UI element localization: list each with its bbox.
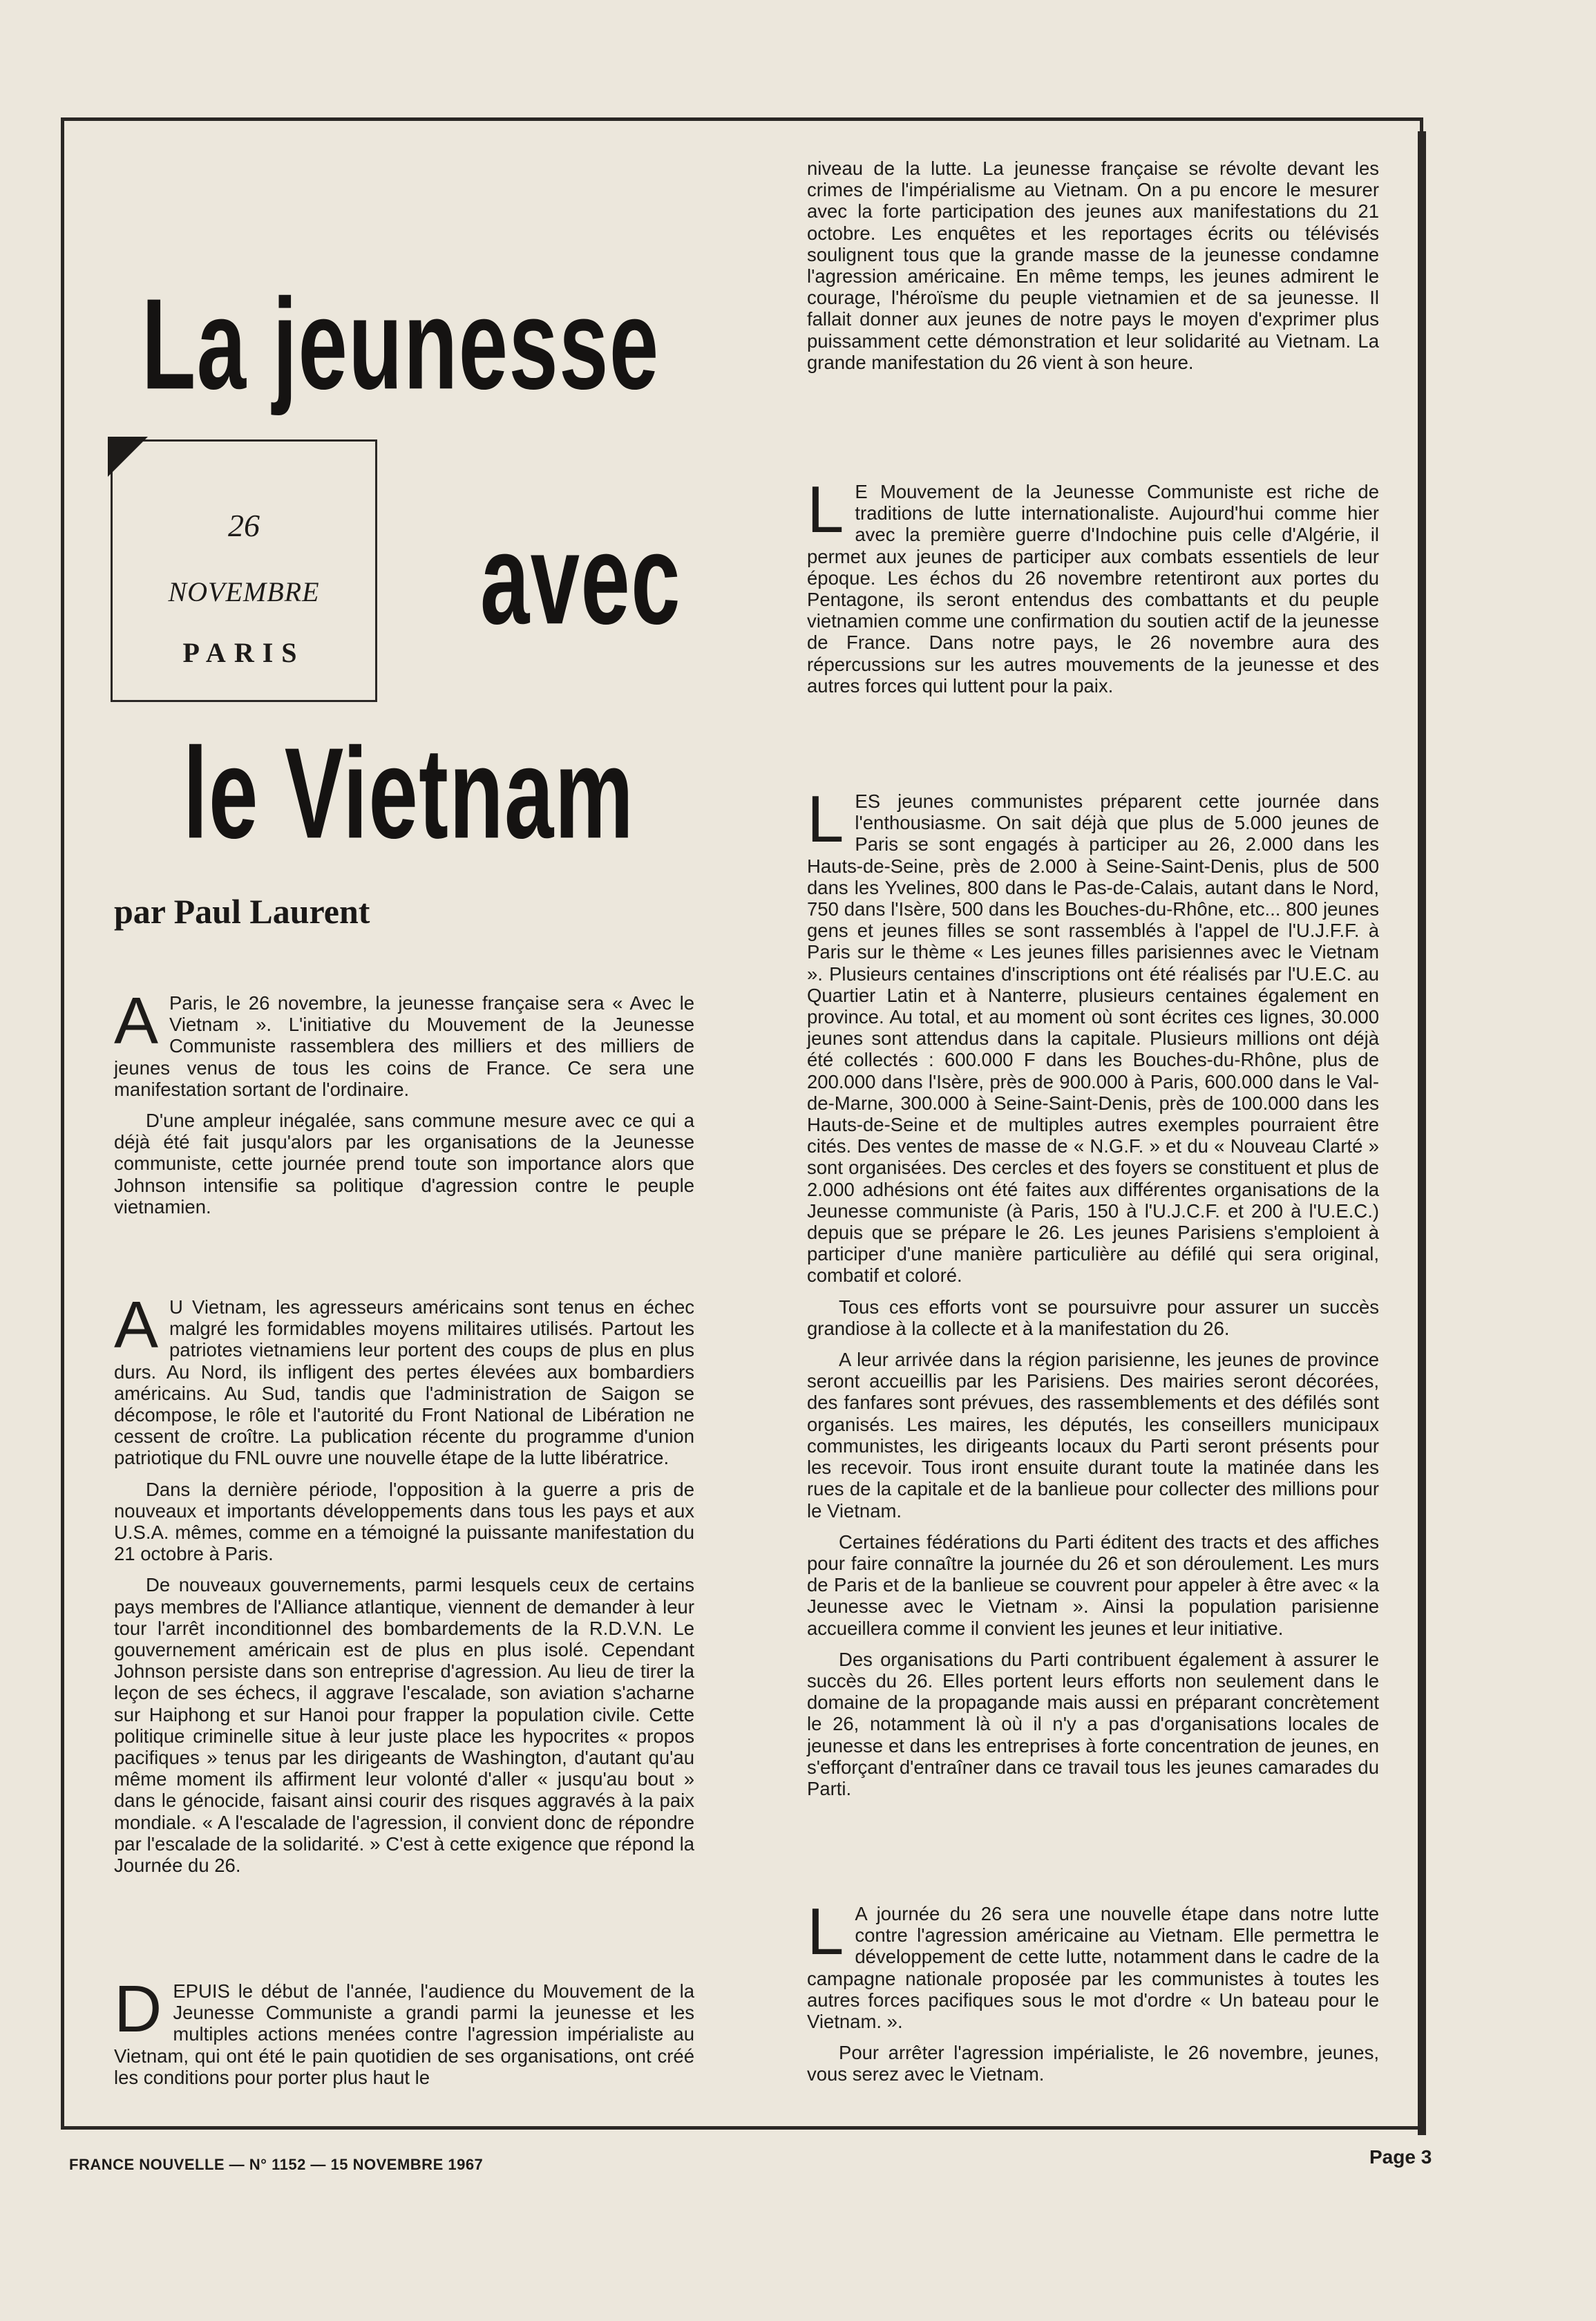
dropcap-a: A xyxy=(114,1288,159,1362)
right-section-preparation xyxy=(807,782,1379,1799)
dropcap-l: L xyxy=(807,473,844,547)
left-section-intro xyxy=(114,984,694,1218)
paragraph: Pour arrêter l'agression impérialiste, le 26 novembre, jeunes, vous serez avec le Vietnam. xyxy=(807,2042,1379,2085)
date-month: NOVEMBRE xyxy=(168,576,320,607)
headline-line-3: le Vietnam xyxy=(183,721,635,866)
paragraph: U Vietnam, les agresseurs américains sont tenus en échec malgré les formidables moyens militaires utilisés. Partout les patriotes vietnamiens leur portent des coups de plus en plus durs. Au Nord, ils infligent des pertes élevées aux bombardiers américains. Au Sud, tandis que l'administration de Saigon se décompose, le rôle et l'autorité du Front National de Libération ne cessent de croître. La publication récente du programme d'union patriotique du FNL ouvre une nouvelle étape de la lutte libératrice. xyxy=(114,1296,694,1469)
paragraph: D'une ampleur inégalée, sans commune mesure avec ce qui a déjà été fait jusqu'alors par les organisations de la Jeunesse communiste, cette journée prend toute son importance alors que Johnson intensifie sa politique d'agression contre le peuple vietnamien. xyxy=(114,1110,694,1218)
dropcap-a: A xyxy=(114,984,159,1058)
frame-shadow xyxy=(1418,131,1426,2135)
paragraph: E Mouvement de la Jeunesse Communiste est riche de traditions de lutte internationaliste. Aujourd'hui comme hier avec la première guerre d'Indochine puis celle d'Algérie, il permet aux jeunes de participer aux combats essentiels de leur époque. Les échos du 26 novembre retentiront aux portes du Pentagone, ils seront entendus des combattants et du peuple vietnamien comme une confirmation du soutien actif de la jeunesse de France. Dans notre pays, le 26 novembre aura des répercussions sur les autres mouvements de la jeunesse et des autres forces qui luttent pour la paix. xyxy=(807,481,1379,697)
paragraph: Paris, le 26 novembre, la jeunesse française sera « Avec le Vietnam ». L'initiative du Mouvement de la Jeunesse Communiste rassemblera des milliers et des milliers de jeunes venus de tous les coins de France. Ce sera une manifestation sortant de l'ordinaire. xyxy=(114,992,694,1100)
left-section-depuis xyxy=(114,1972,694,2088)
paragraph: A leur arrivée dans la région parisienne, les jeunes de province seront accueillis par les Parisiens. Des mairies seront décorées, des fanfares sont prévues, des rassemblements et des défilés sont organisés. Les maires, les députés, les conseillers municipaux communistes, les dirigeants locaux du Parti seront présents pour les recevoir. Tous iront ensuite durant toute la matinée dans les rues de la capitale et de la banlieue pour collecter des millions pour le Vietnam. xyxy=(807,1349,1379,1522)
paragraph: niveau de la lutte. La jeunesse française se révolte devant les crimes de l'impérialisme au Vietnam. On a pu encore le mesurer avec la forte participation des jeunes aux manifestations du 21 octobre. Les enquêtes et les reportages écrits ou télévisés soulignent tous que la grande masse de la jeunesse condamne l'agression américaine. En même temps, les jeunes admirent le courage, l'héroïsme du peuple vietnamien et de sa jeunesse. Il fallait donner aux jeunes de notre pays le moyen d'exprimer plus puissamment cette démonstration et leur solidarité au Vietnam. La grande manifestation du 26 vient à son heure. xyxy=(807,158,1379,373)
paragraph: Certaines fédérations du Parti éditent des tracts et des affiches pour faire connaître la journée du 26 et son déroulement. Les murs de Paris et de la banlieue se couvrent pour appeler à être avec « la Jeunesse avec le Vietnam ». Ainsi la population parisienne accueillera comme il convient les jeunes et leur initiative. xyxy=(807,1531,1379,1639)
date-box-corner xyxy=(108,437,148,477)
headline-line-1: La jeunesse xyxy=(142,272,660,417)
date-day: 26 xyxy=(228,508,260,543)
byline: par Paul Laurent xyxy=(114,892,370,931)
left-section-vietnam xyxy=(114,1288,694,1877)
paragraph: Des organisations du Parti contribuent également à assurer le succès du 26. Elles portent leurs efforts non seulement dans le domaine de la propagande mais aussi en préparant concrètement le 26, notamment là où il n'y a pas d'organisations locales de jeunesse et dans les entreprises à forte concentration de jeunes, en s'efforçant d'entraîner dans ce travail tous les jeunes camarades du Parti. xyxy=(807,1648,1379,1799)
headline-line-2: avec xyxy=(480,506,681,652)
paragraph: Dans la dernière période, l'opposition à la guerre a pris de nouveaux et importants développements dans tous les pays et aux U.S.A. mêmes, comme en a témoigné la puissante manifestation du 21 octobre à Paris. xyxy=(114,1478,694,1565)
right-section-conclusion xyxy=(807,1895,1379,2085)
dropcap-d: D xyxy=(114,1972,162,2046)
right-section-top xyxy=(807,158,1379,373)
date-box xyxy=(111,439,377,702)
date-city: PARIS xyxy=(182,637,305,668)
paragraph: ES jeunes communistes préparent cette journée dans l'enthousiasme. On sait déjà que plus de 5.000 jeunes de Paris se sont engagés à participer au 26, 2.000 dans les Hauts-de-Seine, près de 2.000 à Seine-Saint-Denis, plus de 500 dans les Yvelines, 800 dans le Pas-de-Calais, autant dans le Nord, 750 dans l'Isère, 500 dans les Bouches-du-Rhône, etc... 800 jeunes gens et jeunes filles se sont rassemblés à l'appel de l'U.J.F.F. à Paris sur le thème « Les jeunes filles parisiennes avec le Vietnam ». Plusieurs centaines d'inscriptions ont été réalisés par l'U.E.C. au Quartier Latin et à Nanterre, plusieurs centaines également en province. Au total, et au moment où sont écrites ces lignes, 30.000 jeunes sont attendus dans la capitale. Plusieurs millions ont déjà été collectés : 600.000 F dans les Bouches-du-Rhône, plus de 200.000 dans l'Isère, près de 900.000 à Paris, 600.000 dans le Val-de-Marne, 300.000 à Seine-Saint-Denis, près de 100.000 dans les Hauts-de-Seine et de multiples autres exemples pourraient être cités. Des ventes de masse de « N.G.F. » et du « Nouveau Clarté » sont organisées. Des cercles et des foyers se constituent et plus de 2.000 adhésions ont été faites aux différentes organisations de la Jeunesse communiste (à Paris, 150 à l'U.J.C.F. et 200 à l'U.E.C.) depuis que se prépare le 26. Les jeunes Parisiens s'emploient à participer d'une manière particulière au défilé qui sera original, combatif et coloré. xyxy=(807,790,1379,1287)
paragraph: Tous ces efforts vont se poursuivre pour assurer un succès grandiose à la collecte et à la manifestation du 26. xyxy=(807,1296,1379,1339)
paragraph: EPUIS le début de l'année, l'audience du Mouvement de la Jeunesse Communiste a grandi parmi la jeunesse et les multiples actions menées contre l'agression impérialiste au Vietnam, qui ont été le pain quotidien de ses organisations, ont créé les conditions pour porter plus haut le xyxy=(114,1980,694,2088)
right-section-mouvement xyxy=(807,473,1379,697)
dropcap-l: L xyxy=(807,782,844,856)
page-number: Page 3 xyxy=(1369,2146,1432,2168)
publication-footer: FRANCE NOUVELLE — N° 1152 — 15 NOVEMBRE 1967 xyxy=(69,2156,484,2173)
paragraph: A journée du 26 sera une nouvelle étape dans notre lutte contre l'agression américaine au Vietnam. Elle permettra le développement de cette lutte, notamment dans le cadre de la campagne nationale proposée par les communistes à toutes les autres forces pacifiques sous le mot d'ordre « Un bateau pour le Vietnam. ». xyxy=(807,1903,1379,2033)
paragraph: De nouveaux gouvernements, parmi lesquels ceux de certains pays membres de l'Alliance atlantique, viennent de demander à leur tour l'arrêt inconditionnel des bombardements de la R.D.V.N. Le gouvernement américain est de plus en plus isolé. Cependant Johnson persiste dans son entreprise d'agression. Au lieu de tirer la leçon de ses échecs, il aggrave l'escalade, son aviation s'acharne sur Haiphong et sur Hanoi pour frapper la population civile. Cette politique criminelle situe à leur juste place les hypocrites « propos pacifiques » tenus par les dirigeants de Washington, d'autant qu'au même moment ils affirment leur volonté d'aller « jusqu'au bout » dans le génocide, faisant ainsi courir des risques aggravés à la paix mondiale. « A l'escalade de l'agression, il convient donc de répondre par l'escalade de la solidarité. » C'est à cette exigence que répond la Journée du 26. xyxy=(114,1574,694,1877)
dropcap-l: L xyxy=(807,1895,844,1969)
